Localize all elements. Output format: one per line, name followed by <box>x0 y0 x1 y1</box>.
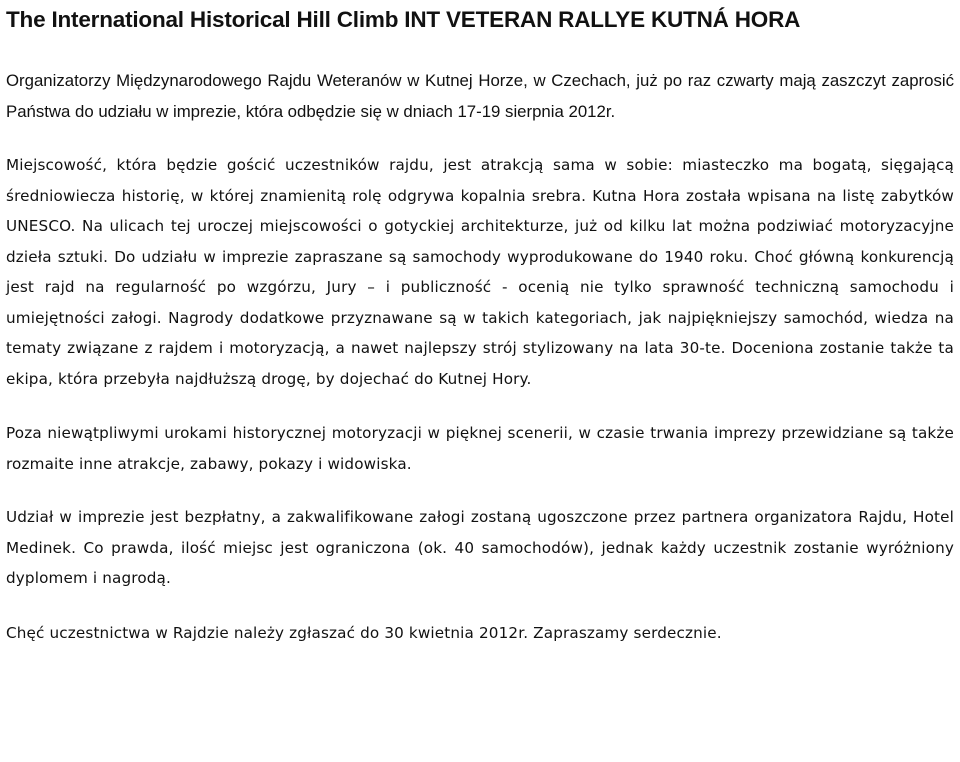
paragraph-invitation: Organizatorzy Międzynarodowego Rajdu Weteranów w Kutnej Horze, w Czechach, już po raz czwarty mają zaszczyt zaprosić Państwa do udziału w imprezie, która odbędzie się w dniach 17-19 sierpnia 2012r. <box>6 71 954 121</box>
paragraph-participation: Udział w imprezie jest bezpłatny, a zakwalifikowane załogi zostaną ugoszczone przez partnera organizatora Rajdu, Hotel Medinek. Co prawda, ilość miejsc jest ograniczona (ok. 40 samochodów), jednak każdy uczestnik zostanie wyróżniony dyplomem i nagrodą. <box>6 508 954 587</box>
paragraph-attractions: Poza niewątpliwymi urokami historycznej motoryzacji w pięknej scenerii, w czasie trwania imprezy przewidziane są także rozmaite inne atrakcje, zabawy, pokazy i widowiska. <box>6 424 954 473</box>
document-page <box>6 0 954 648</box>
paragraph-town-description: Miejscowość, która będzie gościć uczestników rajdu, jest atrakcją sama w sobie: miasteczko ma bogatą, sięgającą średniowiecza historię, w której znamienitą rolę odgrywa kopalnia srebra. Kutna Hora została wpisana na listę zabytków UNESCO. Na ulicach tej uroczej miejscowości o gotyckiej architekturze, już od kilku lat można podziwiać motoryzacyjne dzieła sztuki. Do udziału w imprezie zapraszane są samochody wyprodukowane do 1940 roku. Choć główną konkurencją jest rajd na regularność po wzgórzu, Jury – i publiczność - ocenią nie tylko sprawność techniczną samochodu i umiejętności załogi. Nagrody dodatkowe przyznawane są w takich kategoriach, jak najpiękniejszy samochód, wiedza na tematy związane z rajdem i motoryzacją, a nawet najlepszy strój stylizowany na lata 30-te. Doceniona zostanie także ta ekipa, która przebyła najdłuższą drogę, by dojechać do Kutnej Hory. <box>6 156 954 388</box>
paragraph-deadline: Chęć uczestnictwa w Rajdzie należy zgłaszać do 30 kwietnia 2012r. Zapraszamy serdecznie. <box>6 623 722 642</box>
document-title: The International Historical Hill Climb INT VETERAN RALLYE KUTNÁ HORA <box>6 7 801 32</box>
